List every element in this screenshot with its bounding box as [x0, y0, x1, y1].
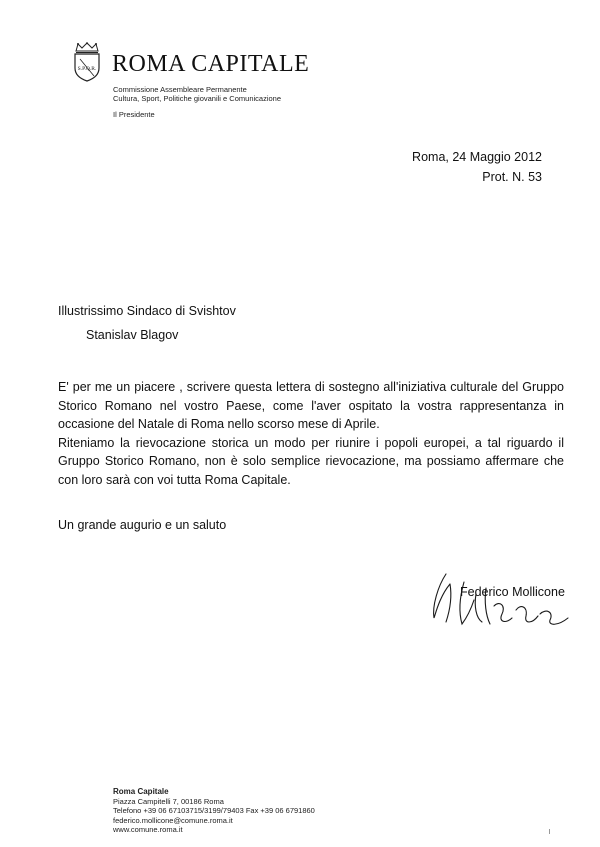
footer-contact: [113, 787, 315, 835]
footer-phones: Telefono +39 06 67103715/3199/79403 Fax +39 06 6791860: [113, 806, 315, 815]
body-paragraph-2: Riteniamo la rievocazione storica un modo per riunire i popoli europei, a tal riguardo il Gruppo Storico Romano, non è solo semplice rievocazione, ma possiamo affermare che con loro sarà con voi tutta Roma Capitale.: [58, 435, 564, 487]
protocol-number: Prot. N. 53: [482, 170, 542, 184]
commission-name: Commissione Assembleare Permanente: [113, 85, 247, 94]
handwritten-signature: [428, 566, 578, 638]
addressee-name: Stanislav Blagov: [86, 328, 179, 342]
addressee-title: Illustrissimo Sindaco di Svishtov: [58, 304, 236, 318]
sender-role: Il Presidente: [113, 110, 155, 119]
margin-mark: [549, 829, 550, 834]
footer-address: Piazza Campitelli 7, 00186 Roma: [113, 796, 224, 806]
roma-capitale-crest-icon: [72, 42, 102, 82]
emblem-text: S.P.Q.R.: [77, 66, 97, 72]
footer-org: Roma Capitale: [113, 787, 169, 796]
footer-website[interactable]: www.comune.roma.it: [113, 825, 183, 834]
commission-areas: Cultura, Sport, Politiche giovanili e Comunicazione: [113, 94, 282, 103]
footer-email[interactable]: federico.mollicone@comune.roma.it: [113, 815, 233, 825]
closing-line: Un grande augurio e un saluto: [58, 518, 227, 532]
letter-body: [58, 378, 564, 489]
letter-date: Roma, 24 Maggio 2012: [412, 150, 542, 164]
body-paragraph-1: E' per me un piacere , scrivere questa lettera di sostegno all'iniziativa culturale del Gruppo Storico Romano nel vostro Paese, come l'aver ospitato la vostra rappresentanza in occasione del Natale di Roma nello scorso mese di Aprile.: [58, 380, 564, 431]
org-name: ROMA CAPITALE: [112, 51, 310, 77]
signer-name: Federico Mollicone: [460, 585, 565, 599]
